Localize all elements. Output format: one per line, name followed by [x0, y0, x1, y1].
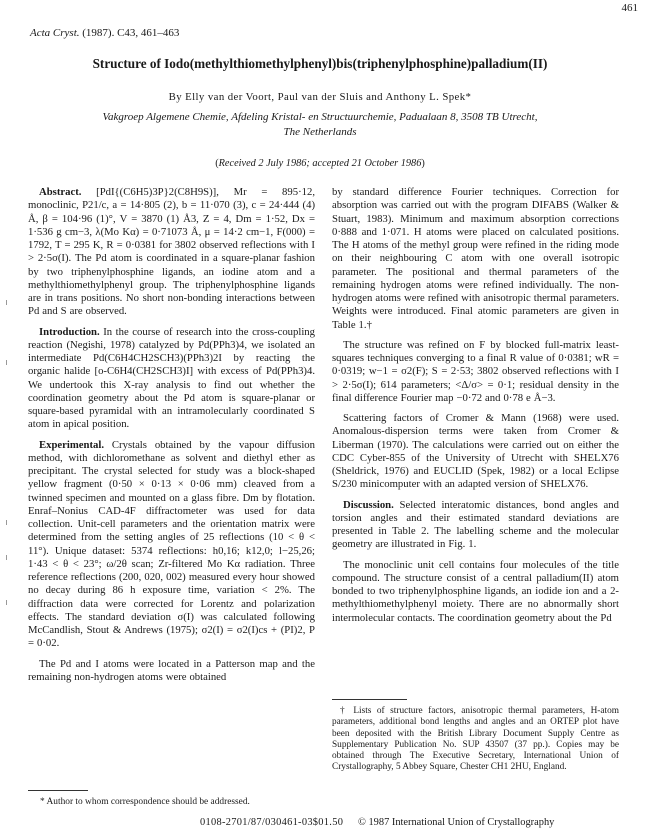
- refinement-paragraph-2: The structure was refined on F by blocked full-matrix least-squares techniques converging to a final R value of 0·0381; wR = 0·0319; w−1 = σ2(F); S = 2·53; 3802 observed reflections with I > 2·5σ(I); 614 parameters; <Δ/σ> = 0·1; residual density in the final difference Fourier map −0·72 and 0·78 e Å−3.: [332, 338, 619, 404]
- margin-mark: [6, 600, 7, 605]
- received-close-paren: ): [421, 158, 425, 169]
- received-open-paren: (: [215, 158, 219, 169]
- received-dates: [20, 158, 620, 169]
- experimental-paragraph: [28, 439, 315, 651]
- received-text: Received 2 July 1986; accepted 21 October 1986: [218, 158, 422, 169]
- introduction-label: Introduction.: [39, 325, 100, 338]
- author-footnote: * Author to whom correspondence should be addressed.: [40, 797, 250, 807]
- margin-mark: [6, 520, 7, 525]
- introduction-text: In the course of research into the cross-coupling reaction (Negishi, 1978) catalyzed by Pd(PPh3)4, we isolated an intermediate Pd(C6H4CH2SCH3)(PPh3)2I by reacting the organic halide [o-C6H4(CH2SCH3)I] with excess of Pd(PPh3)4. We undertook this X-ray analysis to find out whether the coordination geometry about the Pd atom is square-planar or square-based pyramidal with an intramolecularly coordinated S atom in apical position.: [28, 325, 315, 431]
- affiliation-line-1: Vakgroep Algemene Chemie, Afdeling Kristal- en Structuurchemie, Padualaan 8, 3508 TB Utrecht,: [102, 111, 538, 123]
- author-line: By Elly van der Voort, Paul van der Sluis and Anthony L. Spek*: [168, 91, 472, 103]
- discussion-paragraph: [332, 499, 619, 552]
- issn-code: 0108-2701/87/030461-03$01.50: [200, 817, 344, 828]
- refinement-paragraph-1: by standard difference Fourier techniques. Correction for absorption was carried out with the program DIFABS (Walker & Stuart, 1983). Minimum and maximum absorption corrections 0·888 and 1·071. H atoms were placed on calculated positions. The H atoms of the methyl group were refined in the riding mode on their neighbouring C atom with one overall isotropic parameter. The positional and thermal parameters of the remaining hydrogen atoms were refined individually. The non-hydrogen atoms were refined with anisotropic thermal parameters. Weights were introduced. Final atomic parameters are given in Table 1.†: [332, 186, 619, 331]
- experimental-paragraph-2: The Pd and I atoms were located in a Patterson map and the remaining non-hydrogen atoms were obtained: [28, 657, 315, 683]
- footnote-divider-right: [332, 699, 407, 700]
- right-column: [332, 186, 619, 632]
- deposition-footnote: [332, 706, 619, 774]
- footnote-divider-left: [28, 790, 88, 791]
- experimental-label: Experimental.: [39, 438, 105, 451]
- journal-name: Acta Cryst.: [30, 27, 80, 39]
- page-number: 461: [621, 2, 638, 14]
- affiliation: [20, 110, 620, 140]
- journal-citation: [30, 27, 179, 39]
- left-column: [28, 186, 315, 691]
- copyright-notice: © 1987 International Union of Crystallography: [358, 817, 555, 828]
- citation-volume: (1987). C43, 461–463: [79, 27, 180, 39]
- introduction-paragraph: [28, 326, 315, 432]
- experimental-text: Crystals obtained by the vapour diffusion method, with dichloromethane as solvent and diethyl ether as precipitant. The crystal selected for study was a block-shaped yellow fragment (0·50 × 0·13 × 0·06 mm) cleaved from a twinned specimen and mounted on a glass fibre. Dm by flotation. Enraf–Nonius CAD-4F diffractometer was used for data collection. Unit-cell parameters and the orientation matrix were determined from the setting angles of 25 reflections (10 < θ < 11°). Unique dataset: 5374 reflections: h0,16; k12,0; l−25,26; 1·43 < θ < 23°; ω/2θ scan; Zr-filtered Mo Kα radiation. Three reference reflections (200, 020, 002) measured every hour showed no decay during 86 h exposure time, variation < 2%. The diffraction data were corrected for Lorentz and polarization effects. The standard deviation σ(I) was calculated following McCandlish, Stout & Andrews (1975); σ2(I) = σ2(I)cs + (PI)2, P = 0·02.: [28, 438, 315, 650]
- paper-title: Structure of Iodo(methylthiomethylphenyl)bis(triphenylphosphine)palladium(II): [92, 56, 548, 71]
- margin-mark: [6, 300, 7, 305]
- margin-mark: [6, 360, 7, 365]
- abstract-paragraph: [28, 186, 315, 319]
- refinement-paragraph-3: Scattering factors of Cromer & Mann (1968) were used. Anomalous-dispersion terms were taken from Cromer & Liberman (1970). The calculations were carried out on either the CDC Cyber-855 of the University of Utrecht with SHELX76 (Sheldrick, 1976) and EUCLID (Spek, 1982) or a local Eclipse S/230 minicomputer with an adapted version of SHELX76.: [332, 412, 619, 491]
- affiliation-line-2: The Netherlands: [283, 126, 357, 138]
- deposition-footnote-text: † Lists of structure factors, anisotropic thermal parameters, H-atom parameters, additional bond lengths and angles and an ORTEP plot have been deposited with the British Library Document Supply Centre as Supplementary Publication No. SUP 43507 (37 pp.). Copies may be obtained through The Executive Secretary, International Union of Crystallography, 5 Abbey Square, Chester CH1 2HU, England.: [332, 706, 619, 773]
- discussion-label: Discussion.: [343, 498, 394, 511]
- abstract-text: [PdI{(C6H5)3P}2(C8H9S)], Mr = 895·12, monoclinic, P21/c, a = 14·805 (2), b = 11·070 (3), c = 24·444 (4) Å, β = 104·96 (1)°, V = 3870 (1) Å3, Z = 4, Dm = 1·52, Dx = 1·536 g cm−3, λ(Mo Kα) = 0·71073 Å, μ = 14·2 cm−1, F(000) = 1792, T = 295 K, R = 0·0381 for 3802 observed reflections with I > 2·5σ(I). The Pd atom is coordinated in a square-planar fashion by two triphenylphosphine ligands, an iodine atom and a methylthiomethylphenyl group. The triphenylphosphine ligands are in trans positions. No short non-bonding interactions between Pd and S are observed.: [28, 186, 315, 318]
- margin-mark: [6, 555, 7, 560]
- discussion-text: Selected interatomic distances, bond angles and torsion angles and their estimated standard deviations are presented in Table 2. The labelling scheme and the molecular geometry are illustrated in Fig. 1.: [332, 498, 619, 551]
- discussion-paragraph-2: The monoclinic unit cell contains four molecules of the title compound. The structure consist of a central palladium(II) atom bonded to two triphenylphosphine ligands, an iodide ion and a 2-methylthiomethylphenyl moiety. There are no abnormally short intermolecular contacts. The coordination geometry about the Pd: [332, 558, 619, 624]
- abstract-label: Abstract.: [39, 186, 82, 198]
